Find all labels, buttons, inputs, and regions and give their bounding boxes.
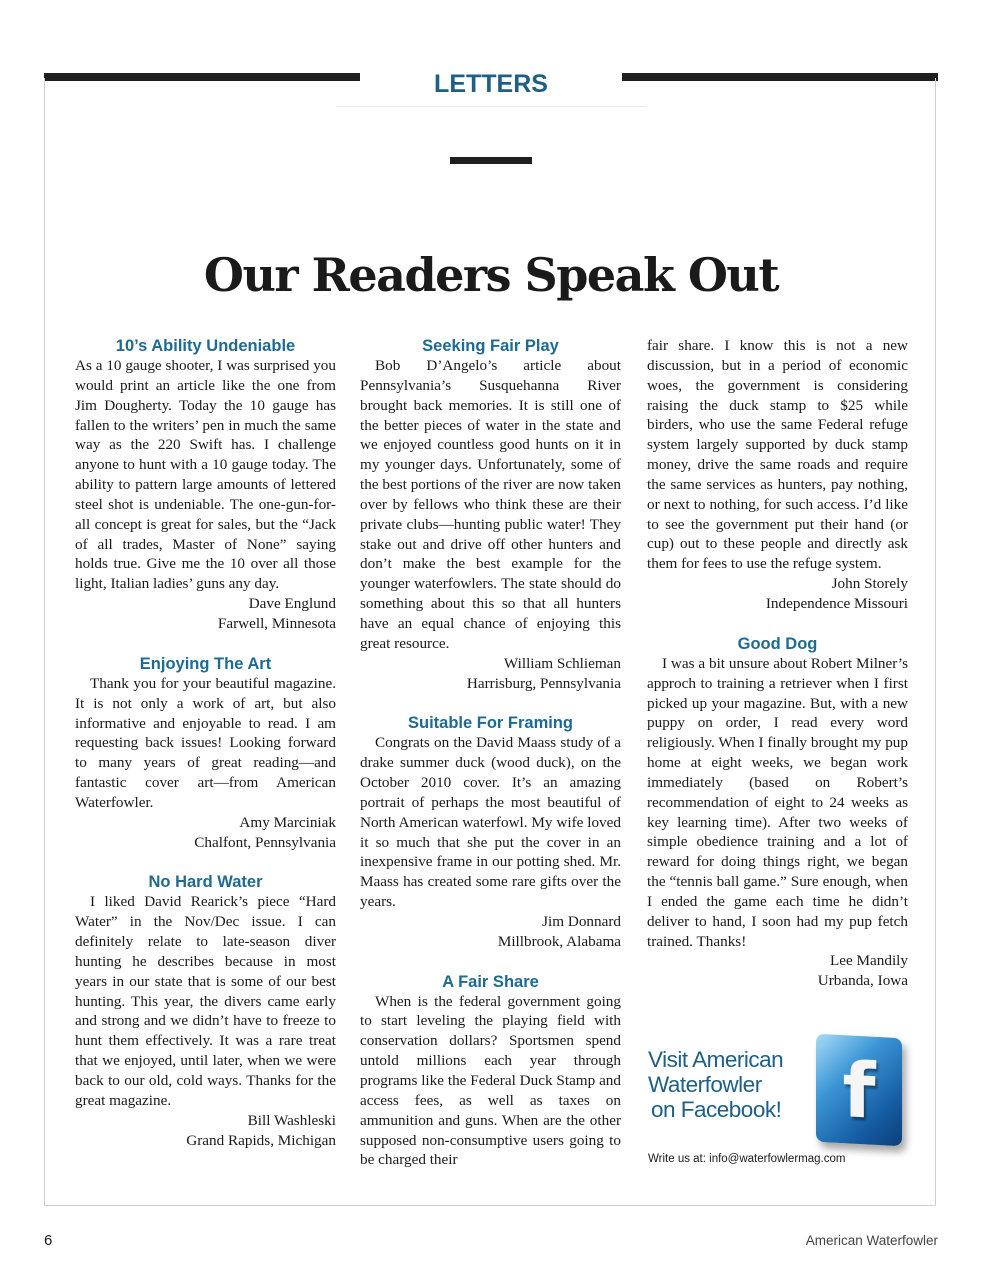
- letter-author: Lee Mandily: [829, 952, 908, 970]
- letter-body: Congrats on the David Maass study of a drake summer duck (wood duck), on the October 2010 cover. It’s an amazing portrait of perhaps the most beautiful of North American waterfowl. My wife loved it so much that she put the cover in an inexpensive frame in our potting shed. Mr. Maass has created some rare gifts over the years.: [360, 734, 621, 911]
- letter-body-continued: fair share. I know this is not a new discussion, but in a period of economic woes, the government is considering raising the duck stamp to $25 while birders, who use the same Federal refuge system largely supported by duck stamp money, drive the same roads and require the same services as hunters, pay nothing, or next to nothing, for such access. I’d like to see the government put their hand (or cup) out to these people and directly ask them for fees to use the refuge system.: [647, 337, 908, 573]
- letter-author: Amy Marciniak: [239, 813, 336, 831]
- letter-author: William Schlieman: [503, 654, 621, 672]
- publication-name: American Waterfowler: [805, 1233, 938, 1248]
- letter-title: No Hard Water: [148, 873, 263, 892]
- letter-location: Harrisburg, Pennsylvania: [466, 674, 621, 692]
- letter-title: Seeking Fair Play: [422, 337, 559, 355]
- letter-body: As a 10 gauge shooter, I was surprised you would print an article like the one from Jim Dougherty. Today the 10 gauge has fallen to the writers’ pen in much the same way as the 220 Swift has. I challenge anyone to hunt with a 10 gauge today. The ability to pattern large amounts of lettered steel shot is undeniable. The one-gun-for-all concept is great for sales, but the “Jack of all trades, Master of None” saying holds true. Give me the 10 over all those light, Italian ladies’ guns any day.: [75, 357, 336, 593]
- letter-author: Bill Washleski: [247, 1111, 336, 1129]
- facebook-icon[interactable]: [816, 1034, 902, 1147]
- letter-location: Farwell, Minnesota: [217, 614, 336, 632]
- letter-title: Enjoying The Art: [139, 654, 272, 673]
- letter-body: I was a bit unsure about Robert Milner’s approch to training a retriever when I first picked up your magazine. But, with a new puppy on order, I read every word religiously. When I finally brought my pup home at eight weeks, we began work immediately (based on Robert’s recommendation of eight to 24 weeks as key learning time). After two weeks of simple obedience training and a lot of reward for doing things right, we began the “tennis ball game.” Sure enough, when I ended the game each time he didn’t deliver to hand, I soon had my pup fetch trained. Thanks!: [647, 654, 908, 950]
- letter-body: I liked David Rearick’s piece “Hard Water” in the Nov/Dec issue. I can definitely relate to late-season diver hunting he describes because in most years in our state that is some of our best hunting. This year, the divers came early and strong and we didn’t have to freeze to hunt them effectively. It was a rare treat that we enjoyed, until later, when we were back to our old, cold ways. Thanks for the great magazine.: [75, 893, 336, 1109]
- letter-title: A Fair Share: [442, 972, 539, 991]
- page-number: 6: [44, 1232, 53, 1249]
- column-2: [360, 336, 621, 1170]
- column-3: [647, 336, 908, 991]
- section-label: LETTERS: [336, 66, 646, 107]
- letter-title: Good Dog: [737, 634, 818, 653]
- letter-continuation: [647, 336, 908, 614]
- facebook-promo[interactable]: [648, 1047, 818, 1122]
- letter-title: Suitable For Framing: [407, 714, 574, 733]
- letter-author: John Storely: [831, 575, 908, 593]
- promo-line: Waterfowler: [648, 1072, 762, 1097]
- promo-line: on Facebook!: [651, 1097, 782, 1122]
- letter-title: 10’s Ability Undeniable: [115, 337, 296, 355]
- letter-location: Independence Missouri: [765, 594, 908, 612]
- facebook-glyph: f: [842, 1045, 876, 1136]
- letter-author: Dave Englund: [248, 595, 336, 613]
- column-1: [75, 336, 336, 1150]
- letter: [360, 713, 621, 951]
- title-dash: [450, 157, 532, 164]
- letter-location: Chalfont, Pennsylvania: [194, 833, 336, 851]
- letter-location: Millbrook, Alabama: [497, 932, 621, 950]
- letter: [360, 972, 621, 1171]
- letter: [360, 336, 621, 693]
- letter-body: Thank you for your beautiful magazine. It is not only a work of art, but also informative and enjoyable to read. I am requesting back issues! Looking forward to many years of great reading—and fantastic cover art—from American Waterfowler.: [75, 674, 336, 811]
- contact-email[interactable]: Write us at: info@waterfowlermag.com: [648, 1153, 846, 1165]
- letter: [75, 336, 336, 634]
- letter-author: Jim Donnard: [542, 912, 621, 930]
- letter-body: When is the federal government going to start leveling the playing field with conservation dollars? Sportsmen spend untold millions each year through programs like the Federal Duck Stamp and access fees, as well as taxes on ammunition and guns. When are the other supposed non-consumptive users going to be charged their: [360, 992, 621, 1169]
- promo-line: Visit American: [648, 1047, 784, 1072]
- page-title: Our Readers Speak Out: [203, 248, 779, 302]
- letter: [75, 654, 336, 853]
- letter-location: Grand Rapids, Michigan: [186, 1131, 336, 1149]
- letter: [75, 872, 336, 1150]
- letter: [647, 634, 908, 991]
- letter-body: Bob D’Angelo’s article about Pennsylvania’s Susquehanna River brought back memories. It is still one of the better pieces of water in the state and we enjoyed countless good hunts on it in my younger days. Unfortunately, some of the best portions of the river are now taken over by fellows who think these are their private clubs—hunting public water! They stake out and drive off other hunters and don’t make the best example for the younger waterfowlers. The state should do something about this so that all hunters have an equal chance of enjoying this great resource.: [360, 357, 621, 652]
- letter-location: Urbanda, Iowa: [817, 972, 908, 990]
